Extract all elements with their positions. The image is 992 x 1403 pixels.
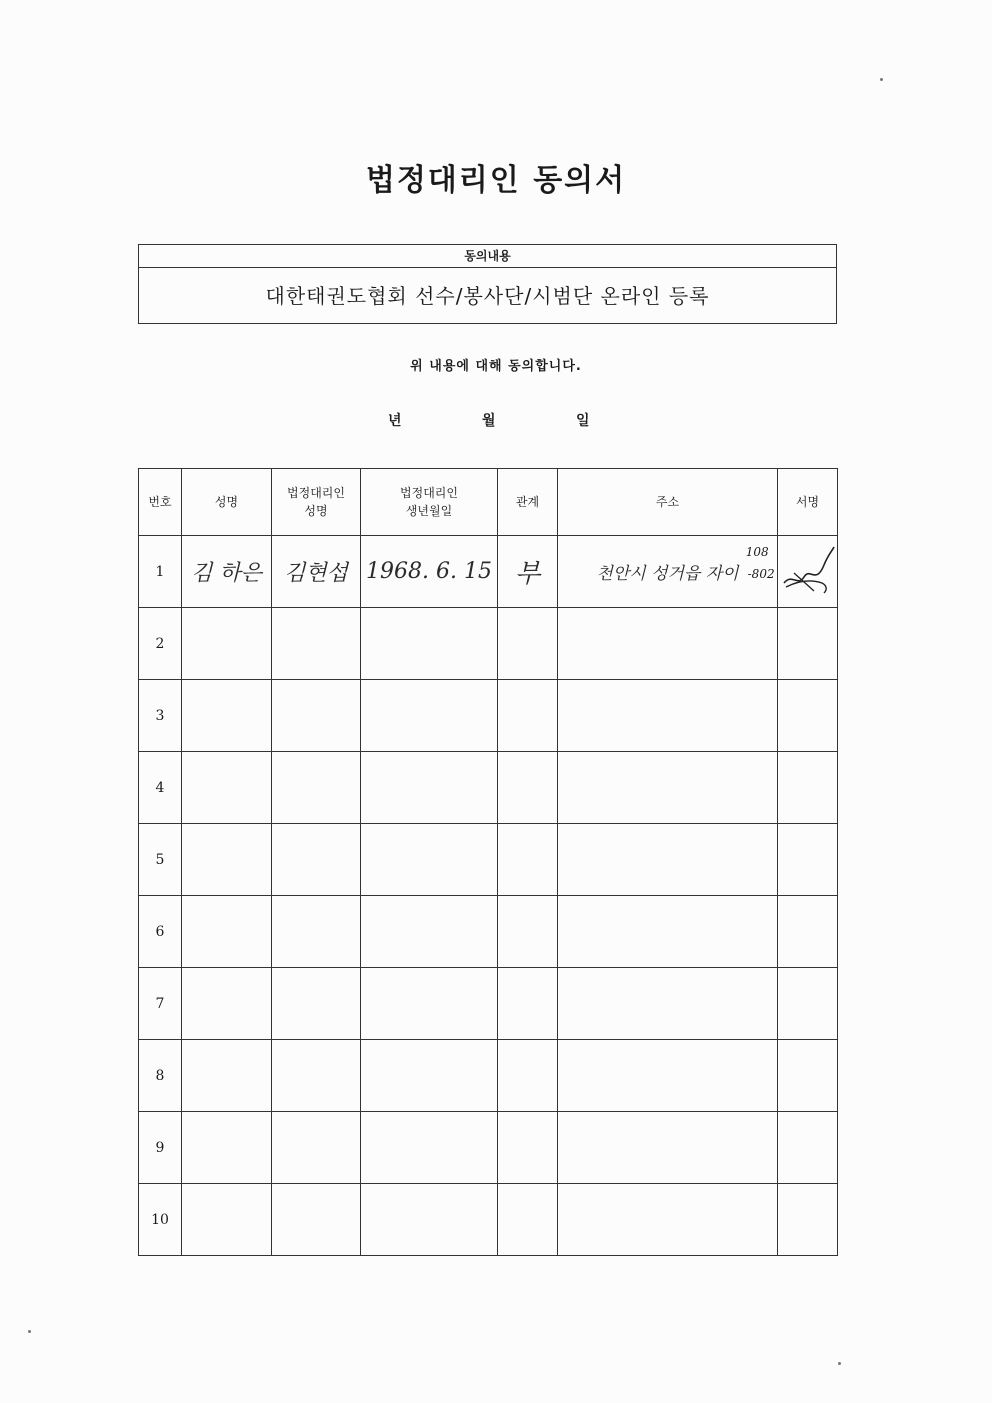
signature-mark	[780, 543, 836, 601]
row-guardian-name-cell[interactable]	[272, 1184, 361, 1256]
row-relation-cell[interactable]	[498, 752, 558, 824]
row-relation-cell[interactable]	[498, 608, 558, 680]
header-name: 성명	[182, 469, 272, 536]
row-relation-cell[interactable]	[498, 536, 558, 608]
scan-speck	[28, 1330, 31, 1333]
header-guardian-name	[272, 469, 361, 536]
header-signature: 서명	[778, 469, 838, 536]
row-number: 3	[139, 680, 182, 752]
row-relation-cell[interactable]	[498, 1040, 558, 1112]
header-guardian-name-line1: 법정대리인	[287, 486, 345, 500]
row-guardian-birth-cell[interactable]	[361, 680, 498, 752]
row-guardian-birth-cell[interactable]	[361, 536, 498, 608]
row-guardian-name: 김현섭	[284, 561, 348, 586]
header-guardian-birth-line2: 생년월일	[405, 504, 453, 518]
row-address-cell[interactable]	[558, 680, 778, 752]
row-address-cell[interactable]	[558, 968, 778, 1040]
row-guardian-birth-cell[interactable]	[361, 896, 498, 968]
agreement-statement: 위 내용에 대해 동의합니다.	[410, 359, 582, 374]
row-signature-cell[interactable]	[778, 824, 838, 896]
row-guardian-birth-cell[interactable]	[361, 824, 498, 896]
date-day-label: 일	[576, 413, 590, 429]
consent-text: 대한태권도협회 선수/봉사단/시범단 온라인 등록	[265, 284, 710, 308]
document-title: 법정대리인 동의서	[365, 163, 627, 198]
table-header-row	[139, 469, 838, 536]
row-number: 8	[139, 1040, 182, 1112]
row-signature-cell[interactable]	[778, 608, 838, 680]
date-year-label: 년	[388, 413, 402, 429]
row-relation-cell[interactable]	[498, 896, 558, 968]
header-relation: 관계	[498, 469, 558, 536]
row-name-cell[interactable]	[182, 968, 272, 1040]
row-signature-cell[interactable]	[778, 1040, 838, 1112]
row-address-extra2: -802	[747, 567, 775, 581]
row-signature-cell[interactable]	[778, 536, 838, 608]
date-line	[0, 410, 992, 430]
consent-header: 동의내용	[139, 245, 836, 268]
row-guardian-name-cell[interactable]	[272, 824, 361, 896]
table-row	[139, 824, 838, 896]
row-name-cell[interactable]	[182, 752, 272, 824]
row-guardian-name-cell[interactable]	[272, 968, 361, 1040]
row-relation-cell[interactable]	[498, 680, 558, 752]
row-signature-cell[interactable]	[778, 752, 838, 824]
row-relation-cell[interactable]	[498, 1112, 558, 1184]
row-name-cell[interactable]	[182, 680, 272, 752]
row-number: 5	[139, 824, 182, 896]
date-month-label: 월	[482, 413, 496, 429]
row-name-cell[interactable]	[182, 824, 272, 896]
row-signature-cell[interactable]	[778, 968, 838, 1040]
row-signature-cell[interactable]	[778, 680, 838, 752]
table-row	[139, 752, 838, 824]
row-guardian-birth-cell[interactable]	[361, 1112, 498, 1184]
row-number: 9	[139, 1112, 182, 1184]
row-guardian-birth-cell[interactable]	[361, 752, 498, 824]
table-row	[139, 1184, 838, 1256]
scan-speck	[880, 78, 883, 81]
header-guardian-birth-line1: 법정대리인	[400, 486, 458, 500]
table-row	[139, 1040, 838, 1112]
row-name: 김 하은	[191, 561, 262, 586]
table-row	[139, 536, 838, 608]
table-row	[139, 608, 838, 680]
row-number: 1	[139, 536, 182, 608]
row-relation-cell[interactable]	[498, 1184, 558, 1256]
guardian-table	[138, 468, 838, 1256]
row-guardian-name-cell[interactable]	[272, 608, 361, 680]
row-signature-cell[interactable]	[778, 1184, 838, 1256]
row-name-cell[interactable]	[182, 536, 272, 608]
header-address: 주소	[558, 469, 778, 536]
row-address-cell[interactable]	[558, 1184, 778, 1256]
row-number: 10	[139, 1184, 182, 1256]
row-guardian-name-cell[interactable]	[272, 1040, 361, 1112]
row-guardian-birth-cell[interactable]	[361, 968, 498, 1040]
table-row	[139, 680, 838, 752]
row-name-cell[interactable]	[182, 1112, 272, 1184]
table-row	[139, 1112, 838, 1184]
row-relation-cell[interactable]	[498, 824, 558, 896]
row-address-cell[interactable]	[558, 536, 778, 608]
row-number: 7	[139, 968, 182, 1040]
row-address-wrap	[596, 545, 775, 584]
row-signature-cell[interactable]	[778, 1112, 838, 1184]
header-number: 번호	[139, 469, 182, 536]
row-number: 2	[139, 608, 182, 680]
row-address-cell[interactable]	[558, 824, 778, 896]
row-guardian-birth-cell[interactable]	[361, 1184, 498, 1256]
row-address-cell[interactable]	[558, 752, 778, 824]
row-guardian-name-cell[interactable]	[272, 752, 361, 824]
table-row	[139, 968, 838, 1040]
row-guardian-birth-cell[interactable]	[361, 608, 498, 680]
row-relation: 부	[514, 559, 541, 589]
row-number: 6	[139, 896, 182, 968]
scan-speck	[838, 1362, 841, 1365]
row-address-extra1: 108	[745, 545, 769, 559]
row-address-cell[interactable]	[558, 1112, 778, 1184]
row-name-cell[interactable]	[182, 1040, 272, 1112]
row-guardian-birth-cell[interactable]	[361, 1040, 498, 1112]
header-guardian-birth	[361, 469, 498, 536]
row-name-cell[interactable]	[182, 608, 272, 680]
row-guardian-birth: 1968. 6. 15	[366, 559, 492, 584]
row-name-cell[interactable]	[182, 1184, 272, 1256]
row-number: 4	[139, 752, 182, 824]
table-row	[139, 896, 838, 968]
row-guardian-name-cell[interactable]	[272, 1112, 361, 1184]
row-name-cell[interactable]	[182, 896, 272, 968]
row-address-cell[interactable]	[558, 608, 778, 680]
row-signature-cell[interactable]	[778, 896, 838, 968]
row-address-cell[interactable]	[558, 896, 778, 968]
row-address: 천안시 성거읍 자이	[596, 564, 739, 584]
row-guardian-name-cell[interactable]	[272, 536, 361, 608]
row-relation-cell[interactable]	[498, 968, 558, 1040]
row-guardian-name-cell[interactable]	[272, 896, 361, 968]
header-guardian-name-line2: 성명	[304, 504, 328, 518]
consent-content-box	[138, 244, 837, 324]
row-guardian-name-cell[interactable]	[272, 680, 361, 752]
row-address-cell[interactable]	[558, 1040, 778, 1112]
